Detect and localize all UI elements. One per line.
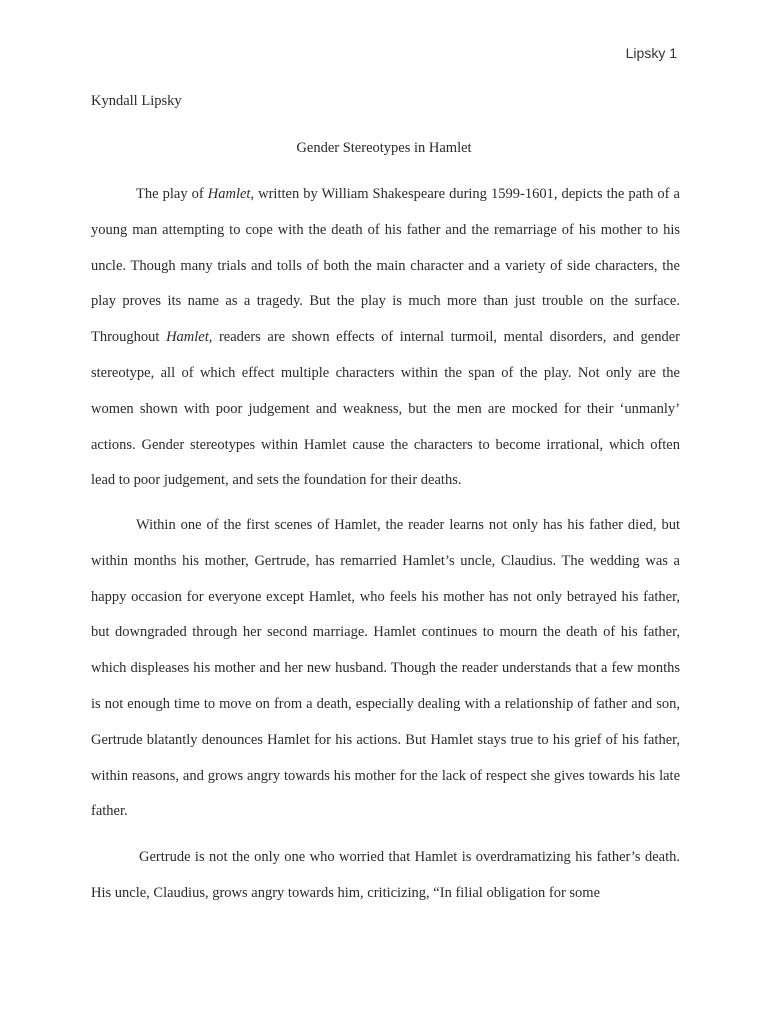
paragraph-1 <box>91 177 680 499</box>
paragraph-1-italic-b: Hamlet, <box>166 329 213 346</box>
paragraph-1-italic-a: Hamlet <box>207 186 251 202</box>
paragraph-2: Within one of the first scenes of Hamlet, the reader learns not only has his father died, but within months his mother, Gertrude, has remarried Hamlet’s uncle, Claudius. The wedding was a happy occasion for everyone except Hamlet, who feels his mother has not only betrayed his father, but downgraded through her second marriage. Hamlet continues to mourn the death of his father, which displeases his mother and her new husband. Though the reader understands that a few months is not enough time to move on from a death, especially dealing with a relationship of father and son, Gertrude blatantly denounces Hamlet for his actions. But Hamlet stays true to his grief of his father, within reasons, and grows angry towards his mother for the lack of respect she gives towards his late father. <box>91 517 680 820</box>
paragraph-1-text-a: The play of <box>136 186 208 202</box>
running-header: Lipsky 1 <box>625 45 677 61</box>
paragraph-3: Gertrude is not the only one who worried that Hamlet is overdramatizing his father’s death. His uncle, Claudius, grows angry towards him, criticizing, “In filial obligation for some <box>91 849 680 901</box>
paragraph-1-text-c: readers are shown effects of internal turmoil, mental disorders, and gender stereotype, all of which effect multiple characters within the span of the play. Not only are the women shown with poor judgement and weakness, but the men are mocked for their ‘unmanly’ actions. Gender stereotypes within Hamlet cause the characters to become irrational, which often lead to poor judgement, and sets the foundation for their deaths. <box>91 329 680 489</box>
author-name: Kyndall Lipsky <box>91 93 182 109</box>
paragraph-1-text-b: , written by William Shakespeare during 1599-1601, depicts the path of a young man attempting to cope with the death of his father and the remarriage of his mother to his uncle. Though many trials and tolls of both the main character and a variety of side characters, the play proves its name as a tragedy. But the play is much more than just trouble on the surface. Throughout <box>91 186 680 346</box>
essay-title: Gender Stereotypes in Hamlet <box>296 140 472 156</box>
